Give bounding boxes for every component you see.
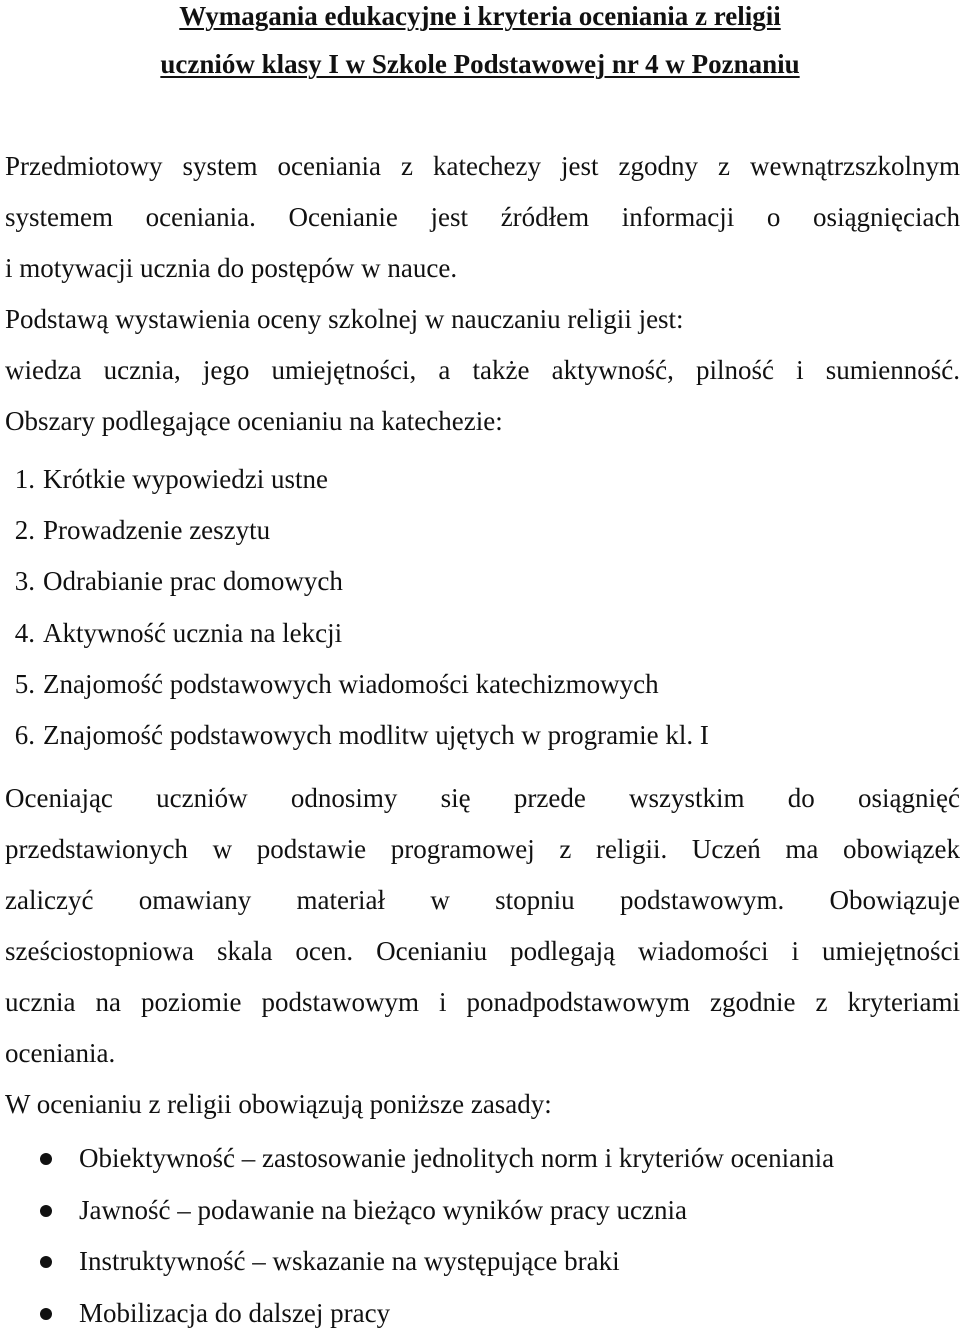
intro-line-1: Przedmiotowy system oceniania z katechezy jest zgodny z wewnątrzszkolnym	[5, 150, 960, 182]
list-item: Mobilizacja do dalszej pracy	[0, 1288, 834, 1339]
list-item: 1. Krótkie wypowiedzi ustne	[5, 454, 709, 505]
assessment-areas-list	[5, 454, 709, 761]
assessment-line-5: ucznia na poziomie podstawowym i ponadpodstawowym zgodnie z kryteriami	[5, 986, 960, 1018]
assessment-line-6: oceniania.	[5, 1037, 115, 1069]
list-item: 2. Prowadzenie zeszytu	[5, 505, 709, 556]
rules-heading: W ocenianiu z religii obowiązują poniższe zasady:	[5, 1088, 552, 1120]
list-item: Obiektywność – zastosowanie jednolitych norm i kryteriów oceniania	[0, 1133, 834, 1185]
rules-list	[0, 1133, 834, 1339]
list-item: Jawność – podawanie na bieżąco wyników pracy ucznia	[0, 1185, 834, 1237]
bullet-icon	[40, 1308, 52, 1320]
bullet-icon	[40, 1153, 52, 1165]
assessment-line-1: Oceniając uczniów odnosimy się przede wszystkim do osiągnięć	[5, 782, 960, 814]
assessment-line-3: zaliczyć omawiany materiał w stopniu podstawowym. Obowiązuje	[5, 884, 960, 916]
list-item: 5. Znajomość podstawowych wiadomości katechizmowych	[5, 659, 709, 710]
list-item: 3. Odrabianie prac domowych	[5, 556, 709, 607]
assessment-line-2: przedstawionych w podstawie programowej z religii. Uczeń ma obowiązek	[5, 833, 960, 865]
assessment-line-4: sześciostopniowa skala ocen. Ocenianiu podlegają wiadomości i umiejętności	[5, 935, 960, 967]
list-item: 4. Aktywność ucznia na lekcji	[5, 608, 709, 659]
basis-line-1: Podstawą wystawienia oceny szkolnej w nauczaniu religii jest:	[5, 303, 684, 335]
intro-line-3: i motywacji ucznia do postępów w nauce.	[5, 252, 457, 284]
bullet-icon	[40, 1205, 52, 1217]
intro-line-2: systemem oceniania. Ocenianie jest źródłem informacji o osiągnięciach	[5, 201, 960, 233]
list-item: Instruktywność – wskazanie na występujące braki	[0, 1236, 834, 1288]
document-title-line1: Wymagania edukacyjne i kryteria oceniania z religii	[0, 0, 960, 32]
basis-line-2: wiedza ucznia, jego umiejętności, a także aktywność, pilność i sumienność.	[5, 354, 960, 386]
areas-heading: Obszary podlegające ocenianiu na katechezie:	[5, 405, 503, 437]
bullet-icon	[40, 1256, 52, 1268]
document-title-line2: uczniów klasy I w Szkole Podstawowej nr 4 w Poznaniu	[0, 48, 960, 80]
list-item: 6. Znajomość podstawowych modlitw ujętych w programie kl. I	[5, 710, 709, 761]
